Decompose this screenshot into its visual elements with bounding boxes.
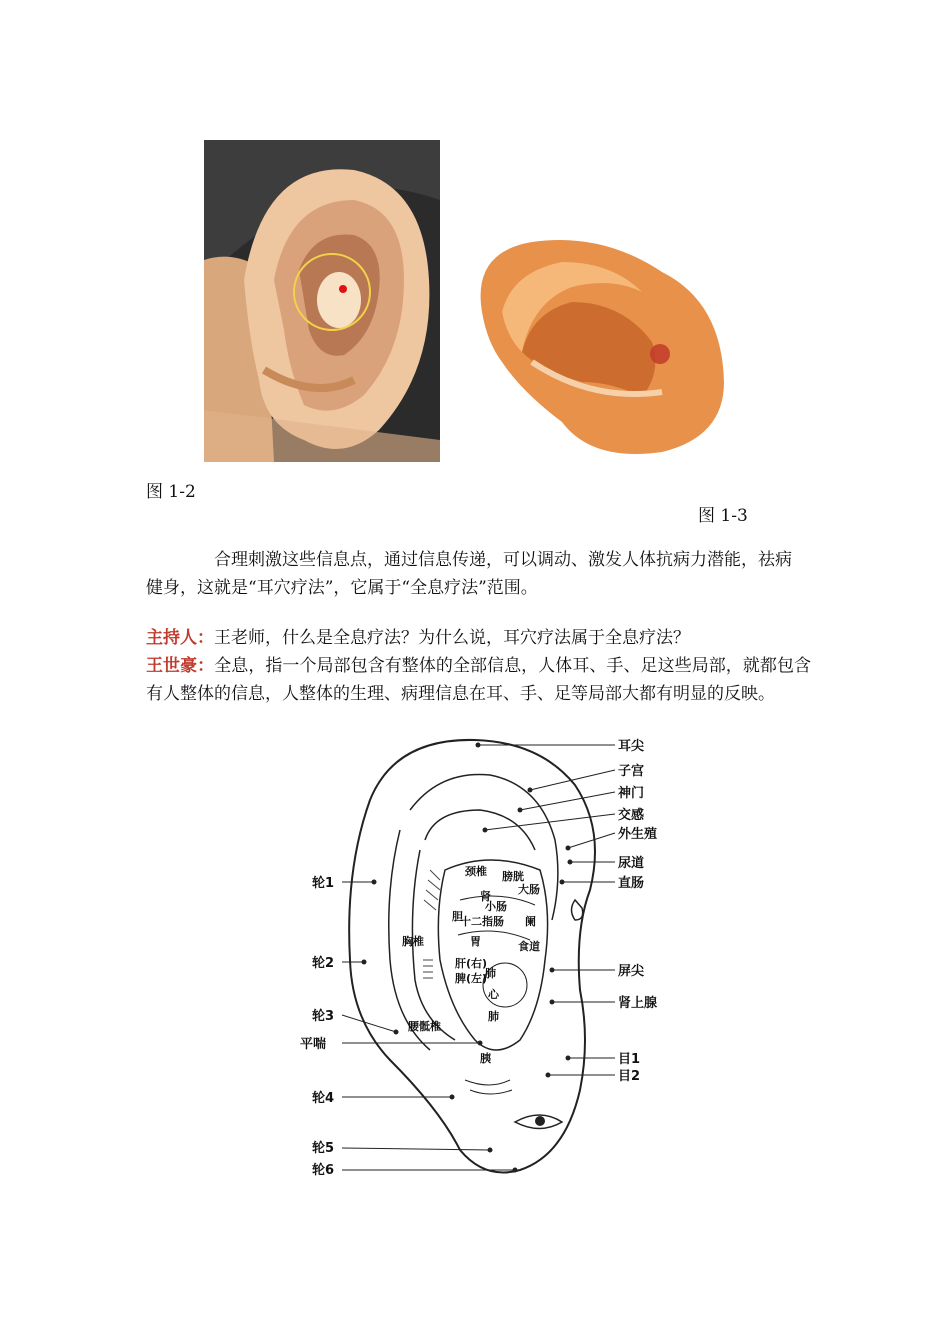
label-shenmen: 神门 (618, 786, 645, 801)
label-bladder: 膀胱 (502, 870, 524, 883)
ear-model-illustration (462, 232, 734, 462)
label-uterus: 子宫 (618, 764, 645, 779)
label-sympathetic: 交感 (618, 808, 645, 823)
label-eye-1: 目1 (618, 1052, 641, 1067)
label-kidney: 肾 (480, 890, 491, 903)
label-helix-4: 轮4 (312, 1091, 335, 1106)
figure-1-3-image (462, 232, 734, 462)
label-small-intestine: 小肠 (485, 900, 507, 913)
dialogue-block (146, 624, 811, 708)
label-helix-2: 轮2 (312, 956, 335, 971)
ear-photo-illustration (204, 140, 440, 462)
label-adrenal: 肾上腺 (618, 996, 658, 1011)
label-rectum: 直肠 (618, 876, 645, 891)
body-paragraph (146, 546, 806, 602)
figure-1-3-caption: 图 1-3 (698, 506, 748, 526)
label-pancreas: 胰 (480, 1052, 491, 1065)
label-pingchuan: 平喘 (300, 1037, 327, 1052)
label-liver: 肝(右) (455, 957, 488, 970)
figure-1-2-image (204, 140, 440, 462)
label-helix-1: 轮1 (312, 876, 335, 891)
ear-acupoint-diagram (290, 730, 660, 1185)
label-helix-5: 轮5 (312, 1141, 335, 1156)
label-large-intestine: 大肠 (518, 883, 540, 896)
label-gallbladder: 胆 (452, 910, 463, 923)
label-duodenum: 十二指肠 (460, 915, 504, 928)
host-name: 主持人： (146, 628, 214, 648)
label-lumbosacral: 腰骶椎 (408, 1020, 441, 1033)
label-lung-upper: 肺 (485, 967, 496, 980)
label-spleen: 脾(左) (455, 972, 488, 985)
label-appendix: 阑 (525, 915, 536, 928)
figure-1-2-caption: 图 1-2 (146, 482, 196, 502)
label-helix-3: 轮3 (312, 1009, 335, 1024)
label-esophagus: 食道 (518, 940, 540, 953)
label-external-genitals: 外生殖 (618, 827, 658, 842)
expert-line (146, 652, 811, 708)
label-urethra: 尿道 (618, 856, 645, 871)
ear-acupoint-drawing (290, 730, 660, 1185)
label-lung-lower: 肺 (488, 1010, 499, 1023)
label-heart: 心 (488, 988, 499, 1001)
label-tragus-apex: 屏尖 (618, 964, 645, 979)
label-thoracic: 胸椎 (402, 935, 424, 948)
label-cervical-vertebra: 颈椎 (465, 865, 487, 878)
host-line (146, 624, 811, 652)
label-eye-2: 目2 (618, 1069, 641, 1084)
expert-name: 王世豪： (146, 656, 215, 676)
expert-text: 全息，指一个局部包含有整体的全部信息，人体耳、手、足这些局部，就都包含有人整体的信息，人整体的生理、病理信息在耳、手、足等局部大都有明显的反映。 (146, 656, 812, 704)
label-stomach: 胃 (470, 935, 481, 948)
host-text: 王老师，什么是全息疗法？为什么说，耳穴疗法属于全息疗法？ (214, 628, 690, 648)
label-helix-6: 轮6 (312, 1163, 335, 1178)
paragraph-text: 合理刺激这些信息点，通过信息传递，可以调动、激发人体抗病力潜能，祛病健身，这就是“耳穴疗法”，它属于“全息疗法”范围。 (146, 550, 792, 598)
label-ear-apex: 耳尖 (618, 739, 645, 754)
